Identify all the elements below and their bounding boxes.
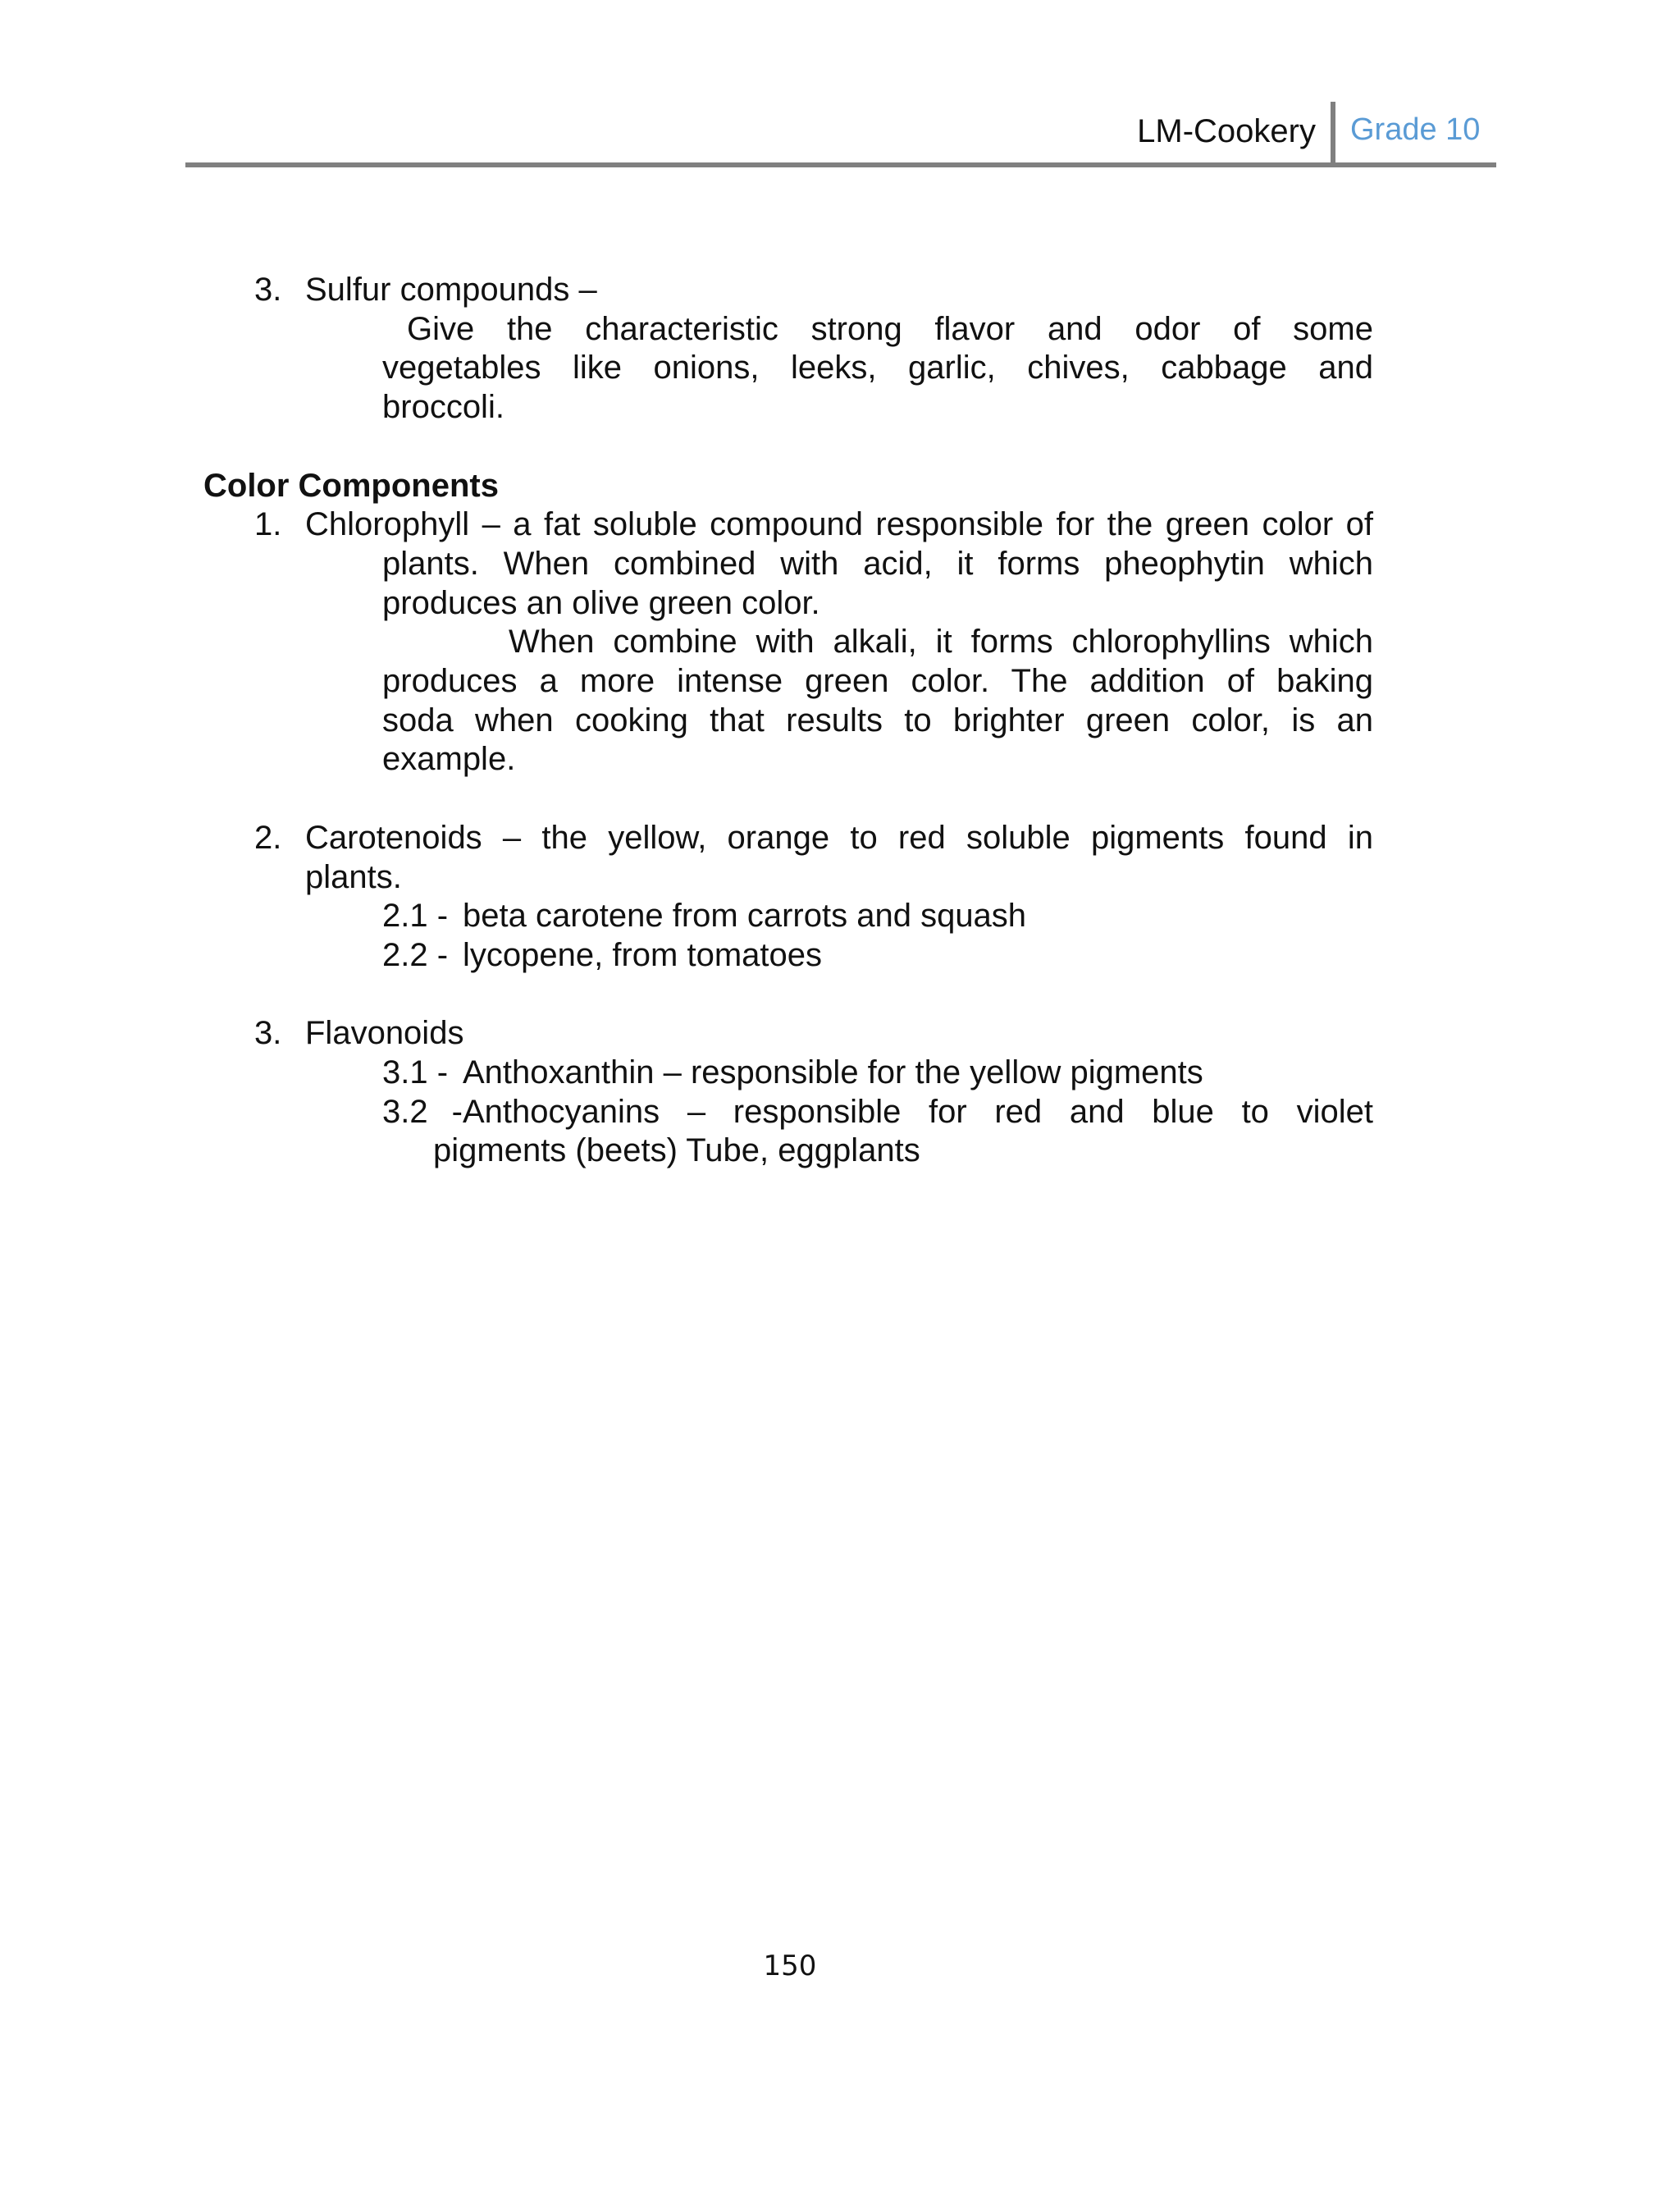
header-rule — [185, 162, 1496, 167]
sulfur-text-2: vegetables like onions, leeks, garlic, chives, cabbage and — [382, 350, 1373, 386]
spacer — [203, 427, 1373, 467]
flavonoids-title-line — [203, 1014, 1373, 1054]
flavonoids-item-1 — [203, 1054, 1373, 1093]
carotenoids-item-2-text: lycopene, from tomatoes — [463, 936, 822, 973]
carotenoids-item-1 — [203, 897, 1373, 936]
color-components-heading: Color Components — [203, 467, 499, 504]
flavonoids-item-1-number: 3.1 - — [382, 1054, 449, 1091]
header-title: LM-Cookery — [1137, 113, 1316, 149]
sulfur-text-line-1 — [203, 310, 1373, 350]
sulfur-title: Sulfur compounds – — [305, 272, 597, 308]
carotenoids-item-1-number: 2.1 - — [382, 898, 449, 935]
chlorophyll-text-2: plants. When combined with acid, it forms pheophytin which — [382, 545, 1373, 582]
spacer — [203, 780, 1373, 819]
header-grade: Grade 10 — [1350, 112, 1481, 147]
chlorophyll-text-3: produces an olive green color. — [382, 584, 820, 621]
carotenoids-text-1: Carotenoids – the yellow, orange to red soluble pigments found in — [305, 819, 1373, 856]
chlorophyll-line-3 — [203, 584, 1373, 624]
sulfur-text-3: broccoli. — [382, 389, 504, 426]
sulfur-title-line — [203, 271, 1373, 310]
header-divider — [1331, 102, 1335, 166]
chlorophyll-line-6 — [203, 702, 1373, 741]
flavonoids-item-1-text: Anthoxanthin – responsible for the yellow pigments — [463, 1054, 1203, 1091]
page-content — [203, 271, 1373, 1171]
flavonoids-number: 3. — [254, 1015, 282, 1052]
chlorophyll-line-1 — [203, 505, 1373, 545]
sulfur-number: 3. — [254, 272, 282, 308]
carotenoids-text-2: plants. — [305, 858, 402, 895]
flavonoids-item-2-continuation — [203, 1132, 1373, 1171]
carotenoids-line-1 — [203, 819, 1373, 858]
page-number: 150 — [763, 1950, 817, 1982]
chlorophyll-line-2 — [203, 545, 1373, 584]
carotenoids-line-2 — [203, 858, 1373, 898]
flavonoids-item-2-number: 3.2 - — [382, 1093, 463, 1130]
chlorophyll-line-5 — [203, 662, 1373, 702]
chlorophyll-text-5: produces a more intense green color. The addition of baking — [382, 663, 1373, 700]
sulfur-text-line-2 — [203, 349, 1373, 388]
flavonoids-item-2-continuation-text: pigments (beets) Tube, eggplants — [433, 1132, 920, 1169]
sulfur-text-line-3 — [203, 388, 1373, 427]
flavonoids-item-2 — [203, 1093, 1373, 1132]
chlorophyll-text-4: When combine with alkali, it forms chlorophyllins which — [509, 624, 1373, 661]
carotenoids-item-2 — [203, 936, 1373, 976]
chlorophyll-text-1: Chlorophyll – a fat soluble compound responsible for the green color of — [305, 506, 1373, 543]
carotenoids-number: 2. — [254, 819, 282, 856]
carotenoids-item-2-number: 2.2 - — [382, 936, 449, 973]
flavonoids-item-2-text: Anthocyanins – responsible for red and blue to violet — [463, 1093, 1373, 1130]
chlorophyll-line-7 — [203, 740, 1373, 780]
chlorophyll-text-6: soda when cooking that results to brighter green color, is an — [382, 702, 1373, 738]
flavonoids-title: Flavonoids — [305, 1015, 464, 1052]
carotenoids-item-1-text: beta carotene from carrots and squash — [463, 898, 1027, 935]
chlorophyll-line-4 — [203, 623, 1373, 662]
sulfur-text-1: Give the characteristic strong flavor and odor of some — [407, 310, 1373, 347]
chlorophyll-text-7: example. — [382, 741, 516, 778]
chlorophyll-number: 1. — [254, 506, 282, 543]
spacer — [203, 976, 1373, 1015]
